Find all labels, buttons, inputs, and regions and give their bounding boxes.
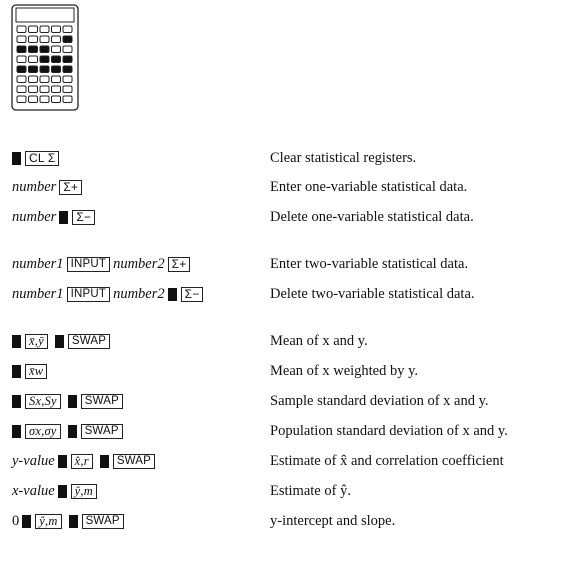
input-key: INPUT bbox=[67, 287, 111, 302]
calculator-key-glyph bbox=[52, 46, 61, 53]
calculator-key-glyph bbox=[40, 86, 49, 93]
row-description: Delete two-variable statistical data. bbox=[270, 285, 475, 302]
swap-key: SWAP bbox=[81, 424, 123, 439]
sigma-minus-key: Σ− bbox=[72, 210, 95, 225]
estimate-x-key: x̂,r bbox=[71, 454, 93, 469]
shift-key-icon bbox=[12, 335, 21, 348]
calculator-key-glyph bbox=[40, 56, 49, 63]
shift-key-icon bbox=[22, 515, 31, 528]
cl-sigma-key: CL Σ bbox=[25, 151, 59, 166]
estimate-y-key: ŷ,m bbox=[35, 514, 61, 529]
calculator-icon bbox=[6, 4, 84, 112]
sample-sd-key: Sx,Sy bbox=[25, 394, 61, 409]
shift-key-icon bbox=[100, 455, 109, 468]
stat-row-mean bbox=[12, 331, 557, 351]
stat-row-intercept-slope bbox=[12, 511, 557, 531]
stat-row-sample-sd bbox=[12, 391, 557, 411]
sigma-plus-key: Σ+ bbox=[59, 180, 82, 195]
shift-key-icon bbox=[12, 152, 21, 165]
row-input-label: y-value bbox=[12, 452, 55, 469]
calculator-key-glyph bbox=[40, 26, 49, 33]
swap-key: SWAP bbox=[81, 394, 123, 409]
row-input-label: 0 bbox=[12, 512, 20, 529]
calculator-key-glyph bbox=[40, 36, 49, 43]
mean-key: x̄,ȳ bbox=[25, 334, 48, 349]
calculator-key-glyph bbox=[52, 56, 61, 63]
row-input-label: number1 bbox=[12, 255, 64, 272]
stat-row-weighted-mean bbox=[12, 361, 557, 381]
population-sd-key: σx,σy bbox=[25, 424, 61, 439]
calculator-key-glyph bbox=[17, 96, 26, 103]
calculator-key-glyph bbox=[29, 36, 38, 43]
shift-key-icon bbox=[55, 335, 64, 348]
stat-row-enter-two bbox=[12, 254, 557, 274]
row-input-label: number bbox=[12, 208, 57, 225]
calculator-key-glyph bbox=[29, 86, 38, 93]
stat-row-enter-one bbox=[12, 177, 557, 197]
row-description: Clear statistical registers. bbox=[270, 149, 417, 166]
stat-row-delete-one bbox=[12, 207, 557, 227]
stat-row-estimate-x bbox=[12, 451, 557, 471]
calculator-key-glyph bbox=[52, 26, 61, 33]
row-description: Estimate of ŷ. bbox=[270, 482, 351, 499]
calculator-key-glyph bbox=[63, 46, 72, 53]
shift-key-icon bbox=[58, 485, 67, 498]
row-description: Enter two-variable statistical data. bbox=[270, 255, 469, 272]
calculator-key-glyph bbox=[63, 36, 72, 43]
row-description: Sample standard deviation of x and y. bbox=[270, 392, 489, 409]
calculator-key-glyph bbox=[40, 46, 49, 53]
calculator-key-glyph bbox=[52, 96, 61, 103]
stat-row-estimate-y bbox=[12, 481, 557, 501]
row-input-label-2: number2 bbox=[113, 255, 165, 272]
calculator-key-glyph bbox=[29, 76, 38, 83]
row-description: y-intercept and slope. bbox=[270, 512, 396, 529]
calculator-key-glyph bbox=[52, 66, 61, 73]
weighted-mean-key: x̄w bbox=[25, 364, 47, 379]
row-description: Delete one-variable statistical data. bbox=[270, 208, 474, 225]
calculator-key-glyph bbox=[52, 76, 61, 83]
stat-row-clear bbox=[12, 148, 557, 168]
calculator-key-glyph bbox=[29, 96, 38, 103]
row-description: Mean of x weighted by y. bbox=[270, 362, 419, 379]
calculator-key-glyph bbox=[63, 76, 72, 83]
row-input-label: number1 bbox=[12, 285, 64, 302]
row-description: Population standard deviation of x and y. bbox=[270, 422, 508, 439]
stat-row-population-sd bbox=[12, 421, 557, 441]
row-input-label: x-value bbox=[12, 482, 55, 499]
shift-key-icon bbox=[59, 211, 68, 224]
calculator-key-glyph bbox=[40, 76, 49, 83]
calculator-key-glyph bbox=[63, 26, 72, 33]
sigma-minus-key: Σ− bbox=[181, 287, 204, 302]
calculator-key-glyph bbox=[63, 66, 72, 73]
calculator-key-glyph bbox=[52, 36, 61, 43]
swap-key: SWAP bbox=[113, 454, 155, 469]
calculator-key-glyph bbox=[17, 76, 26, 83]
calculator-key-glyph bbox=[17, 26, 26, 33]
calculator-key-glyph bbox=[17, 46, 26, 53]
estimate-y-key: ŷ,m bbox=[71, 484, 97, 499]
calculator-key-glyph bbox=[63, 56, 72, 63]
calculator-key-glyph bbox=[63, 86, 72, 93]
shift-key-icon bbox=[12, 425, 21, 438]
calculator-key-glyph bbox=[40, 96, 49, 103]
calculator-key-glyph bbox=[29, 56, 38, 63]
calculator-key-glyph bbox=[29, 46, 38, 53]
calculator-key-glyph bbox=[17, 66, 26, 73]
calculator-key-glyph bbox=[17, 56, 26, 63]
swap-key: SWAP bbox=[68, 334, 110, 349]
shift-key-icon bbox=[168, 288, 177, 301]
shift-key-icon bbox=[58, 455, 67, 468]
row-input-label-2: number2 bbox=[113, 285, 165, 302]
stat-row-delete-two bbox=[12, 284, 557, 304]
calculator-key-glyph bbox=[52, 86, 61, 93]
calculator-key-glyph bbox=[63, 96, 72, 103]
shift-key-icon bbox=[68, 425, 77, 438]
calculator-key-glyph bbox=[17, 86, 26, 93]
calculator-key-glyph bbox=[29, 26, 38, 33]
input-key: INPUT bbox=[67, 257, 111, 272]
row-description: Estimate of x̂ and correlation coefficient bbox=[270, 452, 504, 469]
shift-key-icon bbox=[68, 395, 77, 408]
calculator-key-glyph bbox=[17, 36, 26, 43]
row-description: Mean of x and y. bbox=[270, 332, 368, 349]
shift-key-icon bbox=[12, 365, 21, 378]
shift-key-icon bbox=[12, 395, 21, 408]
shift-key-icon bbox=[69, 515, 78, 528]
swap-key: SWAP bbox=[82, 514, 124, 529]
row-description: Enter one-variable statistical data. bbox=[270, 178, 468, 195]
calculator-key-glyph bbox=[40, 66, 49, 73]
sigma-plus-key: Σ+ bbox=[168, 257, 191, 272]
row-input-label: number bbox=[12, 178, 57, 195]
calculator-key-glyph bbox=[29, 66, 38, 73]
